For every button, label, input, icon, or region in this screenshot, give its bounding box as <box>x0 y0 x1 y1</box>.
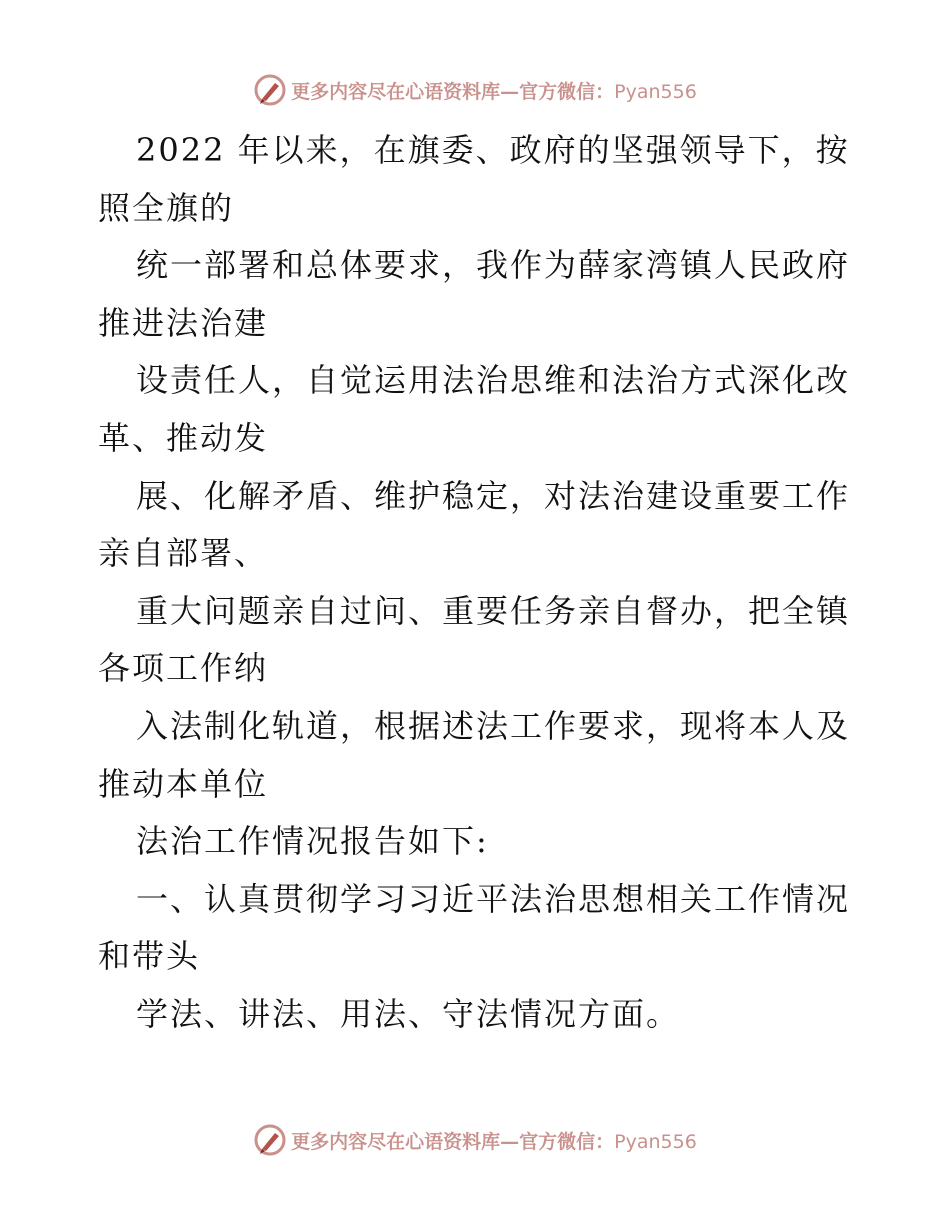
pen-logo-icon <box>253 73 287 107</box>
watermark-text: 更多内容尽在心语资料库—官方微信：Pyan556 <box>291 1130 697 1153</box>
text-line: 照全旗的 <box>98 188 235 227</box>
text-line: 法治工作情况报告如下: <box>136 822 489 861</box>
text-line: 和带头 <box>98 937 201 976</box>
text-line: 学法、讲法、用法、守法情况方面。 <box>136 994 681 1033</box>
text-line: 2022 年以来，在旗委、政府的坚强领导下，按 <box>136 131 850 169</box>
text-line: 革、推动发 <box>98 418 269 457</box>
text-line: 统一部署和总体要求，我作为薛家湾镇人民政府 <box>136 246 851 285</box>
text-line: 推动本单位 <box>98 764 269 803</box>
text-line: 展、化解矛盾、维护稳定，对法治建设重要工作 <box>136 476 851 515</box>
watermark-text: 更多内容尽在心语资料库—官方微信：Pyan556 <box>291 80 697 103</box>
text-line: 各项工作纳 <box>98 649 269 688</box>
header-watermark <box>0 70 950 110</box>
text-line: 入法制化轨道，根据述法工作要求，现将本人及 <box>136 706 851 745</box>
document-body <box>98 122 858 1044</box>
text-line: 重大问题亲自过问、重要任务亲自督办，把全镇 <box>136 591 851 630</box>
text-line: 设责任人，自觉运用法治思维和法治方式深化改 <box>136 361 851 400</box>
text-line: 亲自部署、 <box>98 534 269 573</box>
section-heading: 一、认真贯彻学习习近平法治思想相关工作情况 <box>136 879 851 918</box>
footer-watermark <box>0 1120 950 1160</box>
pen-logo-icon <box>253 1123 287 1157</box>
text-line: 推进法治建 <box>98 303 269 342</box>
